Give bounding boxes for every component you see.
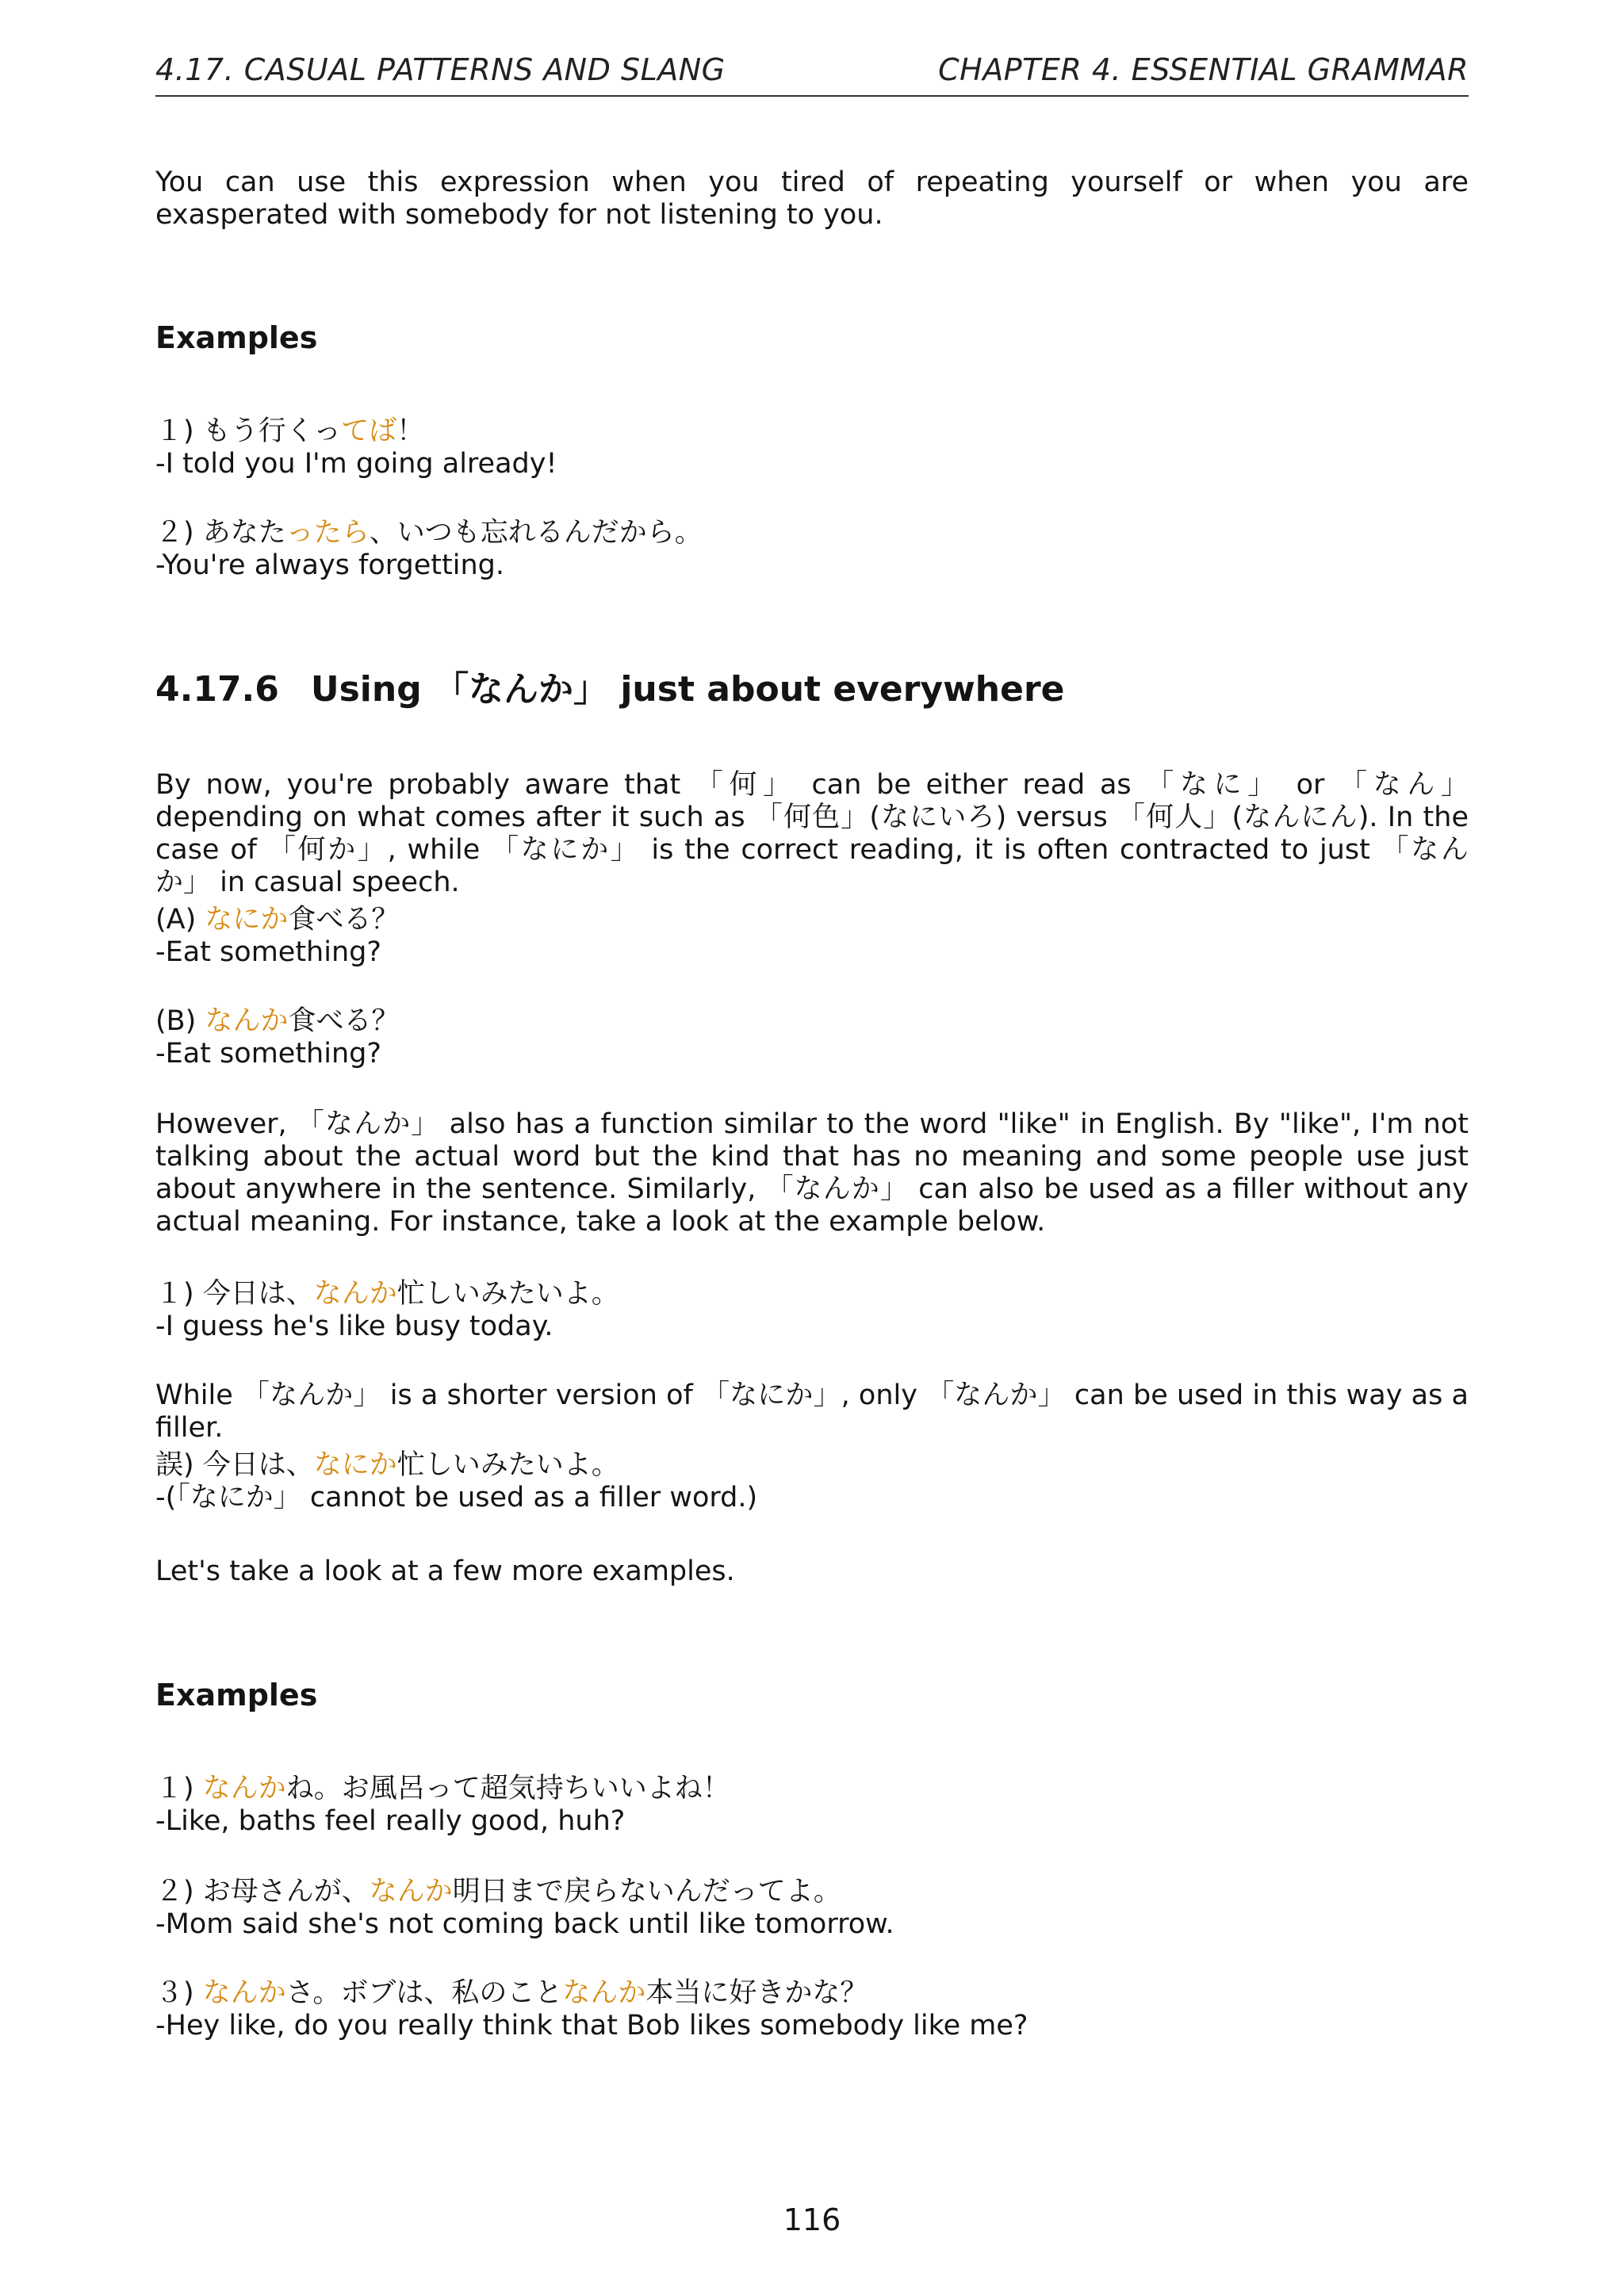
highlighted-phrase: なんか <box>369 1876 453 1908</box>
highlighted-phrase: なんか <box>562 1977 646 2009</box>
highlighted-phrase: なんか <box>202 1773 286 1804</box>
running-header <box>155 51 1469 97</box>
example-japanese <box>155 904 1469 936</box>
japanese-text: さ。ボブは、私のこと <box>285 1977 563 2009</box>
example-japanese <box>155 1278 1469 1311</box>
example-japanese <box>155 1449 1469 1482</box>
example-a <box>155 904 1469 969</box>
example-wrong <box>155 1449 1469 1514</box>
japanese-text: 本当に好きかな？ <box>645 1977 868 2009</box>
example-japanese <box>155 415 1469 448</box>
example-japanese <box>155 1876 1469 1908</box>
highlighted-phrase: てば <box>341 415 397 447</box>
example-translation: -Like, baths feel really good, huh? <box>155 1805 626 1837</box>
japanese-text: ２) あなた <box>155 517 286 549</box>
japanese-text: １) <box>155 1773 203 1804</box>
section-heading <box>155 669 1469 710</box>
example-1-1 <box>155 415 1469 480</box>
highlighted-phrase: なんか <box>313 1278 397 1310</box>
example-translation: -Hey like, do you really think that Bob likes somebody like me? <box>155 2010 1028 2042</box>
japanese-text: 忙しいみたいよ。 <box>396 1278 619 1310</box>
example-translation: -I told you I'm going already! <box>155 448 557 480</box>
japanese-text: ね。お風呂って超気持ちいいよね！ <box>285 1773 730 1804</box>
japanese-text: 誤) 今日は、 <box>155 1449 314 1481</box>
section-number: 4.17.6 <box>155 669 279 710</box>
japanese-text: 食べる？ <box>288 1005 400 1037</box>
page-number: 116 <box>783 2202 841 2237</box>
example-translation: -I guess he's like busy today. <box>155 1311 553 1342</box>
japanese-text: １) 今日は、 <box>155 1278 314 1310</box>
example-b <box>155 1005 1469 1070</box>
example-japanese <box>155 517 1469 549</box>
example-translation: -Mom said she's not coming back until like tomorrow. <box>155 1908 894 1940</box>
example-2-2 <box>155 1876 1469 1941</box>
japanese-text: 明日まで戻らないんだってよ。 <box>452 1876 841 1908</box>
japanese-text: 忙しいみたいよ。 <box>396 1449 619 1481</box>
example-1-2 <box>155 517 1469 582</box>
japanese-text: ３) <box>155 1977 203 2009</box>
paragraph-reading: By now, you're probably aware that 「何」 can be either read as 「なに」 or 「なん」 depending on what comes after it such as 「何色」(なにいろ) versus 「何人」(なんにん). In the case of 「何か」, while 「なにか」 is the correct reading, it is often contracted to just 「なんか」 in casual speech. <box>155 769 1469 898</box>
japanese-text: 、いつも忘れるんだから。 <box>369 517 703 549</box>
highlighted-phrase: なんか <box>205 1005 289 1037</box>
paragraph-filler: However, 「なんか」 also has a function similar to the word "like" in English. By "like", I'm not talking about the actual word but the kind that has no meaning and some people use just about anywhere in the sentence. Similarly, 「なんか」 can also be used as a filler without any actual meaning. For instance, take a look at the example below. <box>155 1108 1469 1238</box>
intro-paragraph: You can use this expression when you tired of repeating yourself or when you are exasperated with somebody for not listening to you. <box>155 166 1469 231</box>
example-translation: -You're always forgetting. <box>155 549 504 581</box>
japanese-text: ！ <box>396 415 425 447</box>
example-2-1 <box>155 1773 1469 1838</box>
japanese-text: ２) お母さんが、 <box>155 1876 370 1908</box>
example-japanese <box>155 1005 1469 1038</box>
example-translation: -(「なにか」 cannot be used as a filler word.) <box>155 1482 758 1513</box>
highlighted-phrase: なんか <box>202 1977 286 2009</box>
example-japanese <box>155 1773 1469 1805</box>
example-filler-1 <box>155 1278 1469 1343</box>
japanese-text: １) もう行くっ <box>155 415 342 447</box>
examples-heading-2: Examples <box>155 1678 318 1712</box>
header-chapter-title: CHAPTER 4. ESSENTIAL GRAMMAR <box>938 52 1469 87</box>
highlighted-phrase: ったら <box>285 517 370 549</box>
highlighted-phrase: なにか <box>205 904 289 936</box>
example-translation: -Eat something? <box>155 1038 381 1070</box>
japanese-text: 食べる？ <box>288 904 400 936</box>
paragraph-more-examples: Let's take a look at a few more examples. <box>155 1556 735 1587</box>
example-translation: -Eat something? <box>155 936 381 968</box>
japanese-text: (A) <box>155 904 205 936</box>
japanese-text: (B) <box>155 1005 205 1037</box>
example-2-3 <box>155 1977 1469 2042</box>
section-title: Using 「なんか」 just about everywhere <box>310 669 1065 710</box>
example-japanese <box>155 1977 1469 2010</box>
paragraph-shorter-version: While 「なんか」 is a shorter version of 「なにか」, only 「なんか」 can be used in this way as a filler. <box>155 1380 1469 1444</box>
examples-heading-1: Examples <box>155 320 318 355</box>
highlighted-phrase: なにか <box>313 1449 397 1481</box>
header-section-title: 4.17. CASUAL PATTERNS AND SLANG <box>155 52 726 87</box>
